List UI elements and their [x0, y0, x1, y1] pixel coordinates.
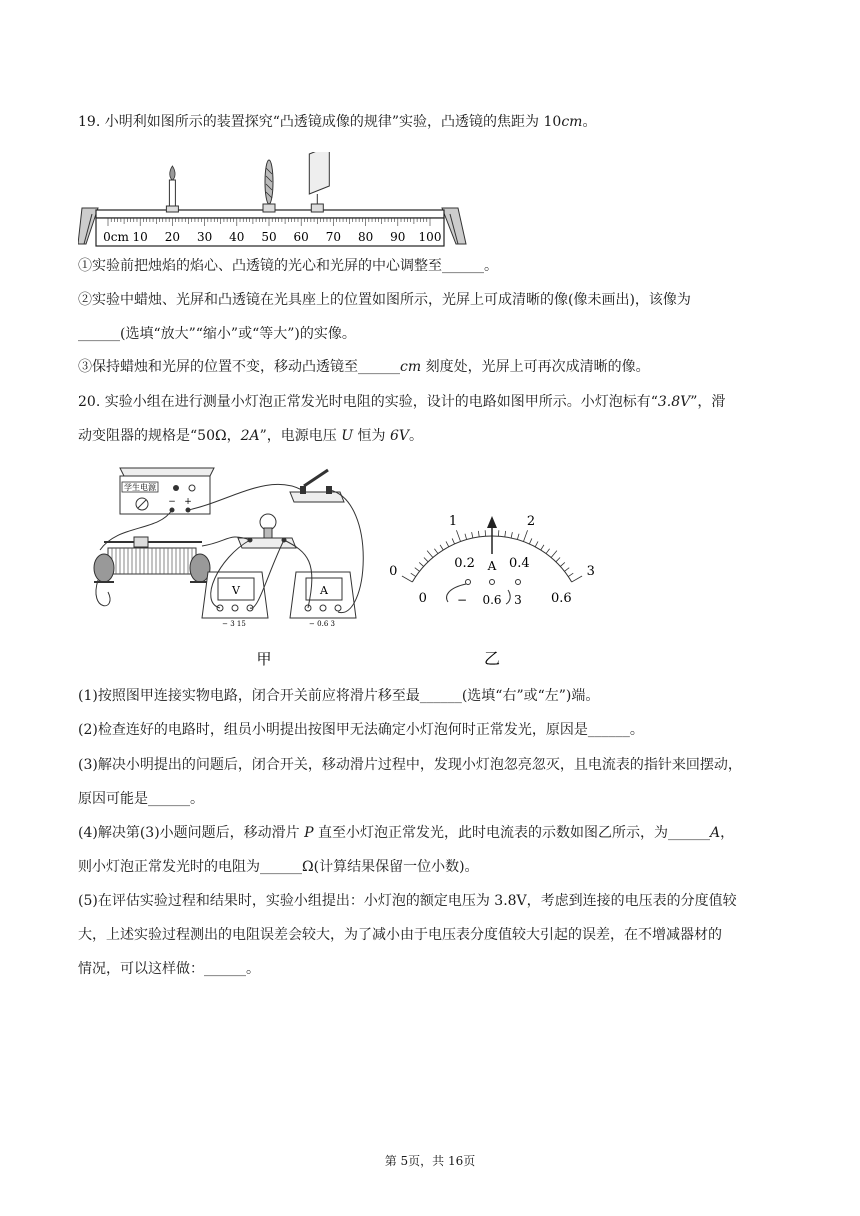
caption-yi: 乙 [483, 649, 501, 668]
dial-tick [411, 573, 416, 576]
dial-tick [419, 562, 423, 566]
q20-part3-line1: (3)解决小明提出的问题后，闭合开关，移动滑片过程中，发现小灯泡忽亮忽灭，且电流表的指针来回摆动， [78, 757, 742, 773]
q20-part5-line1: (5)在评估实验过程和结果时，实验小组提出：小灯泡的额定电压为 3.8V，考虑到连接的电压表的分度值较 [78, 893, 737, 909]
dial-tick [546, 549, 550, 554]
bench-scale-label: 60 [293, 230, 309, 244]
dial-label: 0.6 [550, 591, 572, 606]
bench-scale-label: 100 [418, 230, 442, 244]
dial-tick [572, 576, 582, 582]
bench-scale-label: 10 [132, 230, 148, 244]
dial-tick [568, 573, 573, 576]
dial-label: 1 [448, 513, 458, 529]
optical-bench-figure [78, 152, 468, 250]
q20-part4-line2: 则小灯泡正常发光时的电阻为______Ω(计算结果保留一位小数)。 [78, 859, 479, 875]
q20-part1: (1)按照图甲连接实物电路，闭合开关前应将滑片移至最______(选填“右”或“左”)端。 [78, 688, 600, 704]
dial-tick [452, 538, 454, 543]
dial-pointer [487, 516, 497, 554]
bench-scale-label: 80 [357, 230, 374, 244]
sliding-rheostat [94, 537, 210, 582]
svg-text:+: + [184, 497, 192, 507]
q20-part2: (2)检查连好的电路时，组员小明提出按图甲无法确定小灯泡何时正常发光，原因是______。 [78, 722, 644, 738]
terminal-3: 3 [514, 593, 522, 607]
q19-stem: 19. 小明利如图所示的装置探究“凸透镜成像的规律”实验，凸透镜的焦距为 10cm。 [78, 114, 597, 130]
q20-part4-line1: (4)解决第(3)小题问题后，移动滑片 P 直至小灯泡正常发光，此时电流表的示数如图乙所示，为______A， [78, 825, 735, 841]
bench-scale-label: 70 [325, 230, 342, 244]
dial-tick [456, 530, 460, 541]
dial-tick [478, 531, 479, 537]
svg-text:− 0.6 3: − 0.6 3 [309, 620, 335, 628]
dial-tick [440, 545, 443, 550]
dial-tick [505, 531, 506, 537]
dial-label: 0 [418, 591, 427, 606]
dial-tick [415, 568, 420, 572]
ammeter [290, 572, 356, 628]
bench-scale-label: 0cm [103, 230, 129, 244]
dial-tick [551, 551, 557, 558]
bench-scale-label: 40 [229, 230, 245, 244]
q20-part5-line2: 大，上述实验过程测出的电阻误差会较大，为了减小由于电压表分度值较大引起的误差，在不增减器材的 [78, 927, 722, 943]
terminal-0-6: 0.6 [482, 593, 502, 607]
dial-tick [465, 534, 467, 540]
terminal-minus: − [456, 593, 468, 607]
q20-stem-line2: 动变阻器的规格是“50Ω，2A”，电源电压 U 恒为 6V。 [78, 428, 423, 444]
ammeter-dial-figure-yi [388, 478, 598, 668]
dial-tick [517, 534, 519, 540]
q19-part2-line2: ______(选填“放大”“缩小”或“等大”)的实像。 [78, 326, 356, 342]
knife-switch [290, 470, 344, 502]
candle [166, 166, 178, 212]
svg-text:A: A [320, 584, 328, 597]
dial-tick [564, 568, 569, 572]
dial-label: 0 [389, 564, 398, 579]
q19-part3: ③保持蜡烛和光屏的位置不变，移动凸透镜至______cm 刻度处，光屏上可再次成清晰的像。 [78, 359, 650, 375]
svg-text:学生电源: 学生电源 [124, 483, 156, 492]
q20-part3-line2: 原因可能是______。 [78, 791, 204, 807]
dial-label: 0.4 [509, 555, 530, 571]
bench-scale-label: 20 [164, 230, 181, 244]
dial-tick [523, 530, 527, 541]
dial-label: 3 [586, 564, 595, 579]
small-bulb [238, 514, 296, 548]
dial-tick [434, 549, 438, 554]
convex-lens [263, 160, 275, 212]
dial-tick [427, 551, 433, 558]
page-footer: 第 5页，共 16页 [384, 1154, 476, 1168]
dial-tick [556, 558, 560, 562]
dial-tick [535, 541, 538, 546]
q19-part2-line1: ②实验中蜡烛、光屏和凸透镜在光具座上的位置如图所示，光屏上可成清晰的像(像未画出)，该像为 [78, 292, 691, 308]
svg-text:−: − [168, 497, 176, 507]
dial-unit: A [487, 559, 497, 573]
dial-tick [472, 532, 473, 538]
dial-tick [446, 541, 449, 546]
q20-stem-line1: 20. 实验小组在进行测量小灯泡正常发光时电阻的实验，设计的电路如图甲所示。小灯泡标有“3.8V”，滑 [78, 394, 726, 410]
dial-tick [560, 562, 564, 566]
dial-tick [402, 576, 412, 582]
circuit-figure-jia [78, 462, 378, 672]
dial-label: 0.2 [454, 555, 475, 571]
q19-part1: ①实验前把烛焰的焰心、凸透镜的光心和光屏的中心调整至______。 [78, 258, 498, 274]
dial-tick [541, 545, 544, 550]
svg-text:− 3 15: − 3 15 [222, 620, 246, 628]
caption-jia: 甲 [256, 650, 272, 668]
dial-label: 2 [526, 513, 536, 529]
dial-tick [511, 532, 512, 538]
dial-tick [529, 538, 531, 543]
bench-scale-label: 30 [196, 230, 213, 244]
bench-scale-label: 90 [390, 230, 406, 244]
q20-part5-line3: 情况，可以这样做：______。 [78, 961, 260, 977]
bench-scale-label: 50 [261, 230, 277, 244]
dial-tick [424, 558, 428, 562]
svg-text:V: V [232, 584, 240, 597]
light-screen [309, 152, 329, 212]
